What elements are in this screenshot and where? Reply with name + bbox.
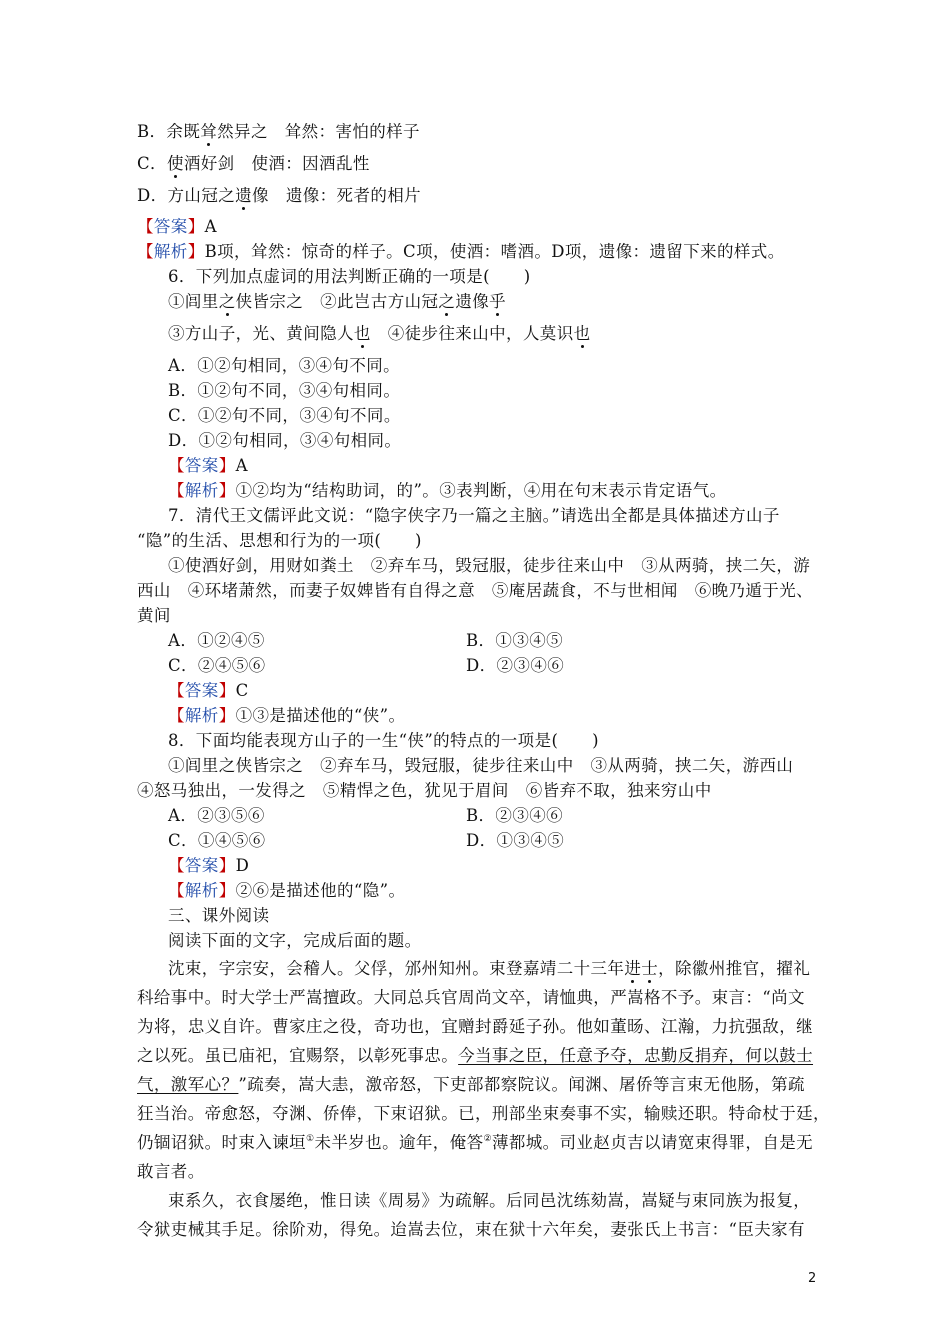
option-d-q6: D．①②句相同，③④句相同。 [168, 431, 402, 450]
section-heading: 三、课外阅读 [168, 906, 270, 925]
question-6-line2: ③方山子，光、黄间隐人也 ④徒步往来山中，人莫识也 [168, 324, 591, 343]
passage-line: 束系久，衣食屡绝，惟日读《周易》为疏解。后同邑沈练劾嵩，嵩疑与束同族为报复， [168, 1191, 811, 1210]
option-d-q8: D．①③④⑤ [466, 831, 565, 850]
question-7-line2: “隐”的生活、思想和行为的一项( ) [137, 531, 422, 550]
option-c-q5: C．使酒好剑 使酒：因酒乱性 [137, 154, 370, 173]
option-a-q7: A．①②④⑤ [168, 631, 265, 650]
footnote-marker: ② [483, 1134, 492, 1144]
question-8: 8．下面均能表现方山子的一生“侠”的特点的一项是( ) [168, 731, 599, 750]
option-b-q7: B．①③④⑤ [466, 631, 564, 650]
passage-line: 敢言者。 [137, 1162, 205, 1181]
question-7-line4: 西山 ④环堵萧然，而妻子奴婢皆有自得之意 ⑤庵居蔬食，不与世相闻 ⑥晚乃遁于光、 [137, 581, 813, 600]
answer-q7: 【答案】C [168, 681, 249, 700]
page-number: 2 [808, 1271, 817, 1286]
footnote-marker: ① [306, 1134, 315, 1144]
explanation-q8: 【解析】②⑥是描述他的“隐”。 [168, 881, 406, 900]
explanation-q6: 【解析】①②均为“结构助词，的”。③表判断，④用在句末表示肯定语气。 [168, 481, 727, 500]
passage-line: 仍锢诏狱。时束入谏垣①未半岁也。逾年，俺答②薄都城。司业赵贞吉以请宽束得罪，自是无 [137, 1133, 814, 1152]
passage-line: 为将，忠义自许。曹家庄之役，奇功也，宜赠封爵延子孙。他如董旸、江瀚，力抗强敌，继 [137, 1017, 813, 1036]
question-7: 7．清代王文儒评此文说：“隐字侠字乃一篇之主脑。”请选出全都是具体描述方山子 [168, 506, 780, 525]
option-c-q6: C．①②句不同，③④句不同。 [168, 406, 401, 425]
question-8-line1: ①闾里之侠皆宗之 ②弃车马，毁冠服，徒步往来山中 ③从两骑，挟二矢，游西山 [168, 756, 794, 775]
option-b-q8: B．②③④⑥ [466, 806, 564, 825]
option-d-q7: D．②③④⑥ [466, 656, 565, 675]
question-7-line5: 黄间 [137, 606, 171, 625]
option-c-q7: C．②④⑤⑥ [168, 656, 266, 675]
option-d-q5: D．方山冠之遗像 遗像：死者的相片 [137, 186, 422, 205]
passage-line: 气，激军心？”疏奏，嵩大恚，激帝怒，下吏部都察院议。闻渊、屠侨等言束无他肠，第疏 [137, 1075, 805, 1094]
passage-line: 沈束，字宗安，会稽人。父俘，邠州知州。束登嘉靖二十三年进士，除徽州推官，擢礼 [168, 959, 811, 978]
passage-line: 狂当治。帝愈怒，夺渊、侨俸，下束诏狱。已，刑部坐束奏事不实，输赎还职。特命杖于廷， [137, 1104, 830, 1123]
option-b-q5: B．余既耸然异之 耸然：害怕的样子 [137, 122, 420, 141]
passage-line: 科给事中。时大学士严嵩擅政。大同总兵官周尚文卒，请恤典，严嵩格不予。束言：“尚文 [137, 988, 805, 1007]
explanation-q5: 【解析】B项，耸然：惊奇的样子。C项，使酒：嗜酒。D项，遗像：遗留下来的样式。 [137, 242, 785, 261]
explanation-q7: 【解析】①③是描述他的“侠”。 [168, 706, 406, 725]
question-6-line1: ①闾里之侠皆宗之 ②此岂古方山冠之遗像乎 [168, 292, 507, 311]
option-a-q8: A．②③⑤⑥ [168, 806, 265, 825]
passage-line: 之以死。虽已庙祀，宜赐祭，以彰死事忠。今当事之臣，任意予夺，忠勤反捐弃，何以鼓士 [137, 1046, 814, 1065]
question-8-line2: ④怒马独出，一发得之 ⑤精悍之色，犹见于眉间 ⑥皆弃不取，独来穷山中 [137, 781, 712, 800]
option-b-q6: B．①②句不同，③④句相同。 [168, 381, 401, 400]
passage-line: 令狱吏械其手足。徐阶劝，得免。迨嵩去位，束在狱十六年矣，妻张氏上书言：“臣夫家有 [137, 1220, 805, 1239]
section-instruction: 阅读下面的文字，完成后面的题。 [168, 931, 422, 950]
question-7-line3: ①使酒好剑，用财如粪土 ②弃车马，毁冠服，徒步往来山中 ③从两骑，挟二矢，游 [168, 556, 811, 575]
option-c-q8: C．①④⑤⑥ [168, 831, 266, 850]
question-6: 6．下列加点虚词的用法判断正确的一项是( ) [168, 267, 531, 286]
answer-q6: 【答案】A [168, 456, 248, 475]
option-a-q6: A．①②句相同，③④句不同。 [168, 356, 401, 375]
answer-q5: 【答案】A [137, 217, 217, 236]
answer-q8: 【答案】D [168, 856, 250, 875]
